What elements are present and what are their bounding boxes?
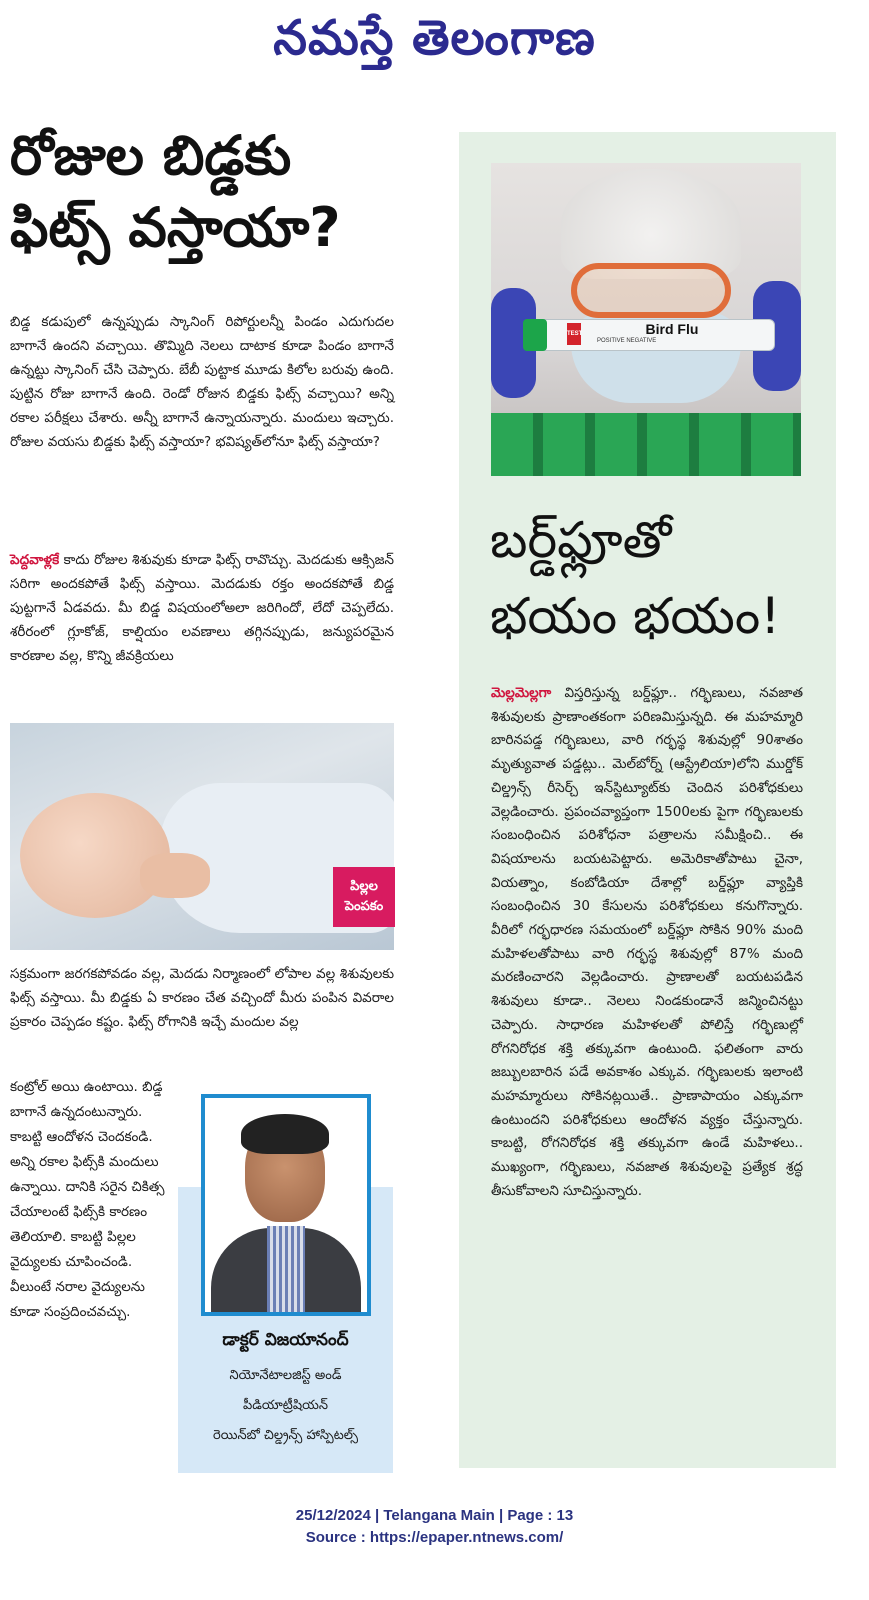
doctor-hospital: రెయిన్‌బో చిల్డ్రన్స్ హాస్పిటల్స్ <box>213 1428 358 1443</box>
right-body-lead: మెల్లమెల్లగా <box>491 685 552 701</box>
footer <box>0 1505 869 1549</box>
doctor-name: డాక్టర్ విజయానంద్ <box>222 1330 349 1350</box>
masthead-title: నమస్తే తెలంగాణ <box>273 10 596 66</box>
left-headline-line-1: రోజుల బిడ్డకు <box>10 124 292 187</box>
right-headline-line-2: భయం భయం! <box>490 587 781 645</box>
section-tag-line-2: పెంపకం <box>344 899 384 914</box>
left-headline <box>10 120 440 264</box>
tube-sub-label: POSITIVE NEGATIVE <box>597 338 657 344</box>
left-body-paragraph-2: సక్రమంగా జరగకపోవడం వల్ల, మెదడు నిర్మాణంలో లోపాల వల్ల శిశువులకు ఫిట్స్ వస్తాయి. మీ బిడ్డకు ఏ కారణం చేత వచ్చిందో మీరు పంపిన వివరాల ప్రకారం చెప్పడం కష్టం. ఫిట్స్ రోగానికి ఇచ్చే మందుల వల్ల <box>10 966 394 1030</box>
left-body-text-1: కాదు రోజుల శిశువుకు కూడా ఫిట్స్ రావొచ్చు. మెదడుకు ఆక్సిజన్ సరిగా అందకపోతే ఫిట్స్ వస్తాయి. మెదడుకు రక్తం అందకపోతే బిడ్డ పుట్టగానే ఏడవదు. మీ బిడ్డ విషయంలోఅలా జరిగిందో, లేదో చెప్పలేదు. శరీరంలో గ్లూకోజ్, కాల్షియం లవణాలు తగ్గినప్పుడు, జన్యుపరమైన కారణాల వల్ల, కొన్ని జీవక్రియలు <box>10 552 394 664</box>
doctor-photo <box>201 1094 371 1316</box>
right-headline <box>490 502 830 654</box>
right-body-text: విస్తరిస్తున్న బర్డ్‌ఫ్లూ.. గర్భిణులు, నవజాత శిశువులకు ప్రాణాంతకంగా పరిణమిస్తున్నది. ఈ మహమ్మారి బారినపడ్డ గర్భిణులు, వారి గర్భస్థ శిశువుల్లో 90శాతం మృత్యువాత పడ్డట్లు.. మెల్‌బోర్న్ (ఆస్ట్రేలియా)లోని ముర్డోక్ చిల్డ్రన్స్ రీసెర్చ్ ఇన్‌స్టిట్యూట్‌కు చెందిన పరిశోధకులు వెల్లడించారు. ప్రపంచవ్యాప్తంగా 1500లకు పైగా గర్భిణులకు సంబంధించిన పరిశోధనా పత్రాలను సమీక్షించి.. ఈ విషయాలను బయటపెట్టారు. అమెరికాతోపాటు చైనా, వియత్నాం, కంబోడియా దేశాల్లో బర్డ్‌ఫ్లూ వ్యాప్తికి సంబంధించిన 30 కేసులను పరిశోధకులు కనుగొన్నారు. వీరిలో గర్భధారణ సమయంలో బర్డ్‌ఫ్లూ సోకిన 90% మంది మహిళలతోపాటు వారి గర్భస్థ శిశువుల్లో 87% మంది మరణించారని వెల్లడించారు. ప్రాణాలతో బయటపడిన శిశువులు కూడా.. నెలలు నిండకుండానే జన్మించినట్టు చెప్పారు. సాధారణ మహిళలతో పోలిస్తే గర్భిణుల్లో రోగనిరోధక శక్తి తక్కువగా ఉంటుంది. ఫలితంగా వారు జబ్బులబారిన పడే అవకాశం ఎక్కువ. గర్భిణులకు ఇలాంటి మహమ్మారులు సోకినట్లయితే.. ప్రాణాపాయం ఎక్కువగా ఉంటుందని పరిశోధకులు ఆందోళన వ్యక్తం చేస్తున్నారు. కాబట్టి, రోగనిరోధక శక్తి తక్కువగా ఉండే మహిళలు.. ముఖ్యంగా, గర్భిణులు, నవజాత శిశువులపై ప్రత్యేక శ్రద్ధ తీసుకోవాలని సూచిస్తున్నారు. <box>491 685 803 1199</box>
tube-label: Bird Flu <box>645 321 699 337</box>
left-body-lead: పెద్దవాళ్లకే <box>10 552 60 568</box>
doctor-designation-1: నియోనేటాలజిస్ట్ అండ్ <box>229 1368 342 1383</box>
right-headline-line-1: బర్డ్‌ఫ్లూతో <box>490 511 672 569</box>
section-tag <box>333 867 395 927</box>
left-intro-paragraph: బిడ్డ కడుపులో ఉన్నప్పుడు స్కానింగ్ రిపోర్టులన్నీ పిండం ఎదుగుదల బాగానే ఉందని వచ్చాయి. తొమ్మిది నెలలు దాటాక కూడా పిండం బాగానే ఉన్నట్టు స్కానింగ్ చేసి చెప్పారు. బేబీ పుట్టాక మూడు కిలోల బరువు ఉంది. పుట్టిన రోజు బాగానే ఉంది. రెండో రోజున బిడ్డకు ఫిట్స్ వచ్చాయి? అన్ని రకాల పరీక్షలు చేశారు. అన్నీ బాగానే ఉన్నాయన్నారు. మందులు ఇచ్చారు. రోజుల వయసు బిడ్డకు ఫిట్స్ వస్తాయా? భవిష్యత్‌లోనూ ఫిట్స్ వస్తాయా? <box>10 314 394 450</box>
bird-flu-photo <box>491 163 801 476</box>
left-headline-line-2: ఫిట్స్ వస్తాయా? <box>10 196 341 259</box>
footer-source-line: Source : https://epaper.ntnews.com/ <box>305 1529 564 1546</box>
left-body-paragraph-3: కంట్రోల్ అయి ఉంటాయి. బిడ్డ బాగానే ఉన్నదంటున్నారు. కాబట్టి ఆందోళన చెందకండి. అన్ని రకాల ఫిట్స్‌కి మందులు ఉన్నాయి. దానికి సరైన చికిత్స చేయాలంటే ఫిట్స్‌కి కారణం తెలియాలి. కాబట్టి పిల్లల వైద్యులకు చూపించండి. వీలుంటే నరాల వైద్యులను కూడా సంప్రదించవచ్చు. <box>10 1079 165 1320</box>
footer-date-line: 25/12/2024 | Telangana Main | Page : 13 <box>295 1507 574 1524</box>
doctor-designation-2: పీడియాట్రీషియన్ <box>243 1398 328 1413</box>
section-tag-line-1: పిల్లల <box>350 879 378 894</box>
test-badge: TEST <box>567 323 581 345</box>
left-body-paragraph-1 <box>10 548 394 668</box>
right-body-paragraph <box>491 682 803 1203</box>
